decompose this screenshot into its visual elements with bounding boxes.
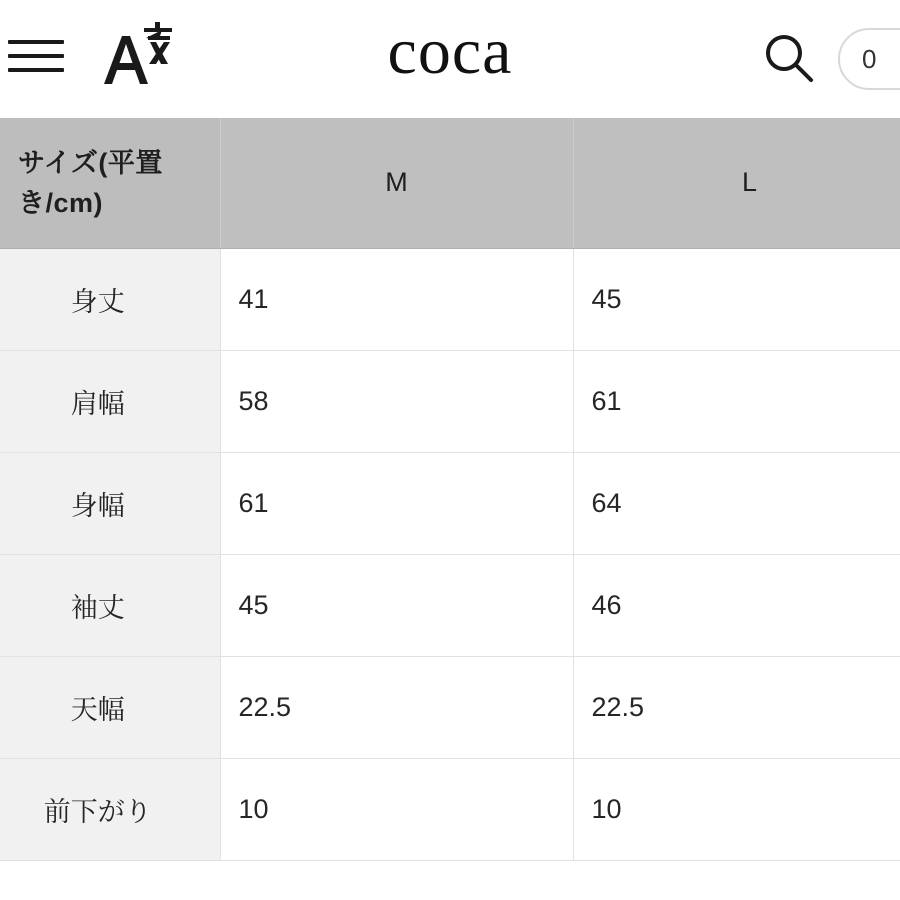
- row-value-m: 41: [220, 248, 573, 350]
- row-label: 袖丈: [0, 554, 220, 656]
- size-table: [0, 118, 900, 861]
- size-table-container: [0, 118, 900, 861]
- row-value-m: 61: [220, 452, 573, 554]
- row-label: 身丈: [0, 248, 220, 350]
- table-row: [0, 656, 900, 758]
- table-row: [0, 452, 900, 554]
- row-value-m: 22.5: [220, 656, 573, 758]
- site-header: [0, 0, 900, 118]
- row-value-l: 46: [573, 554, 900, 656]
- table-row: [0, 248, 900, 350]
- cart-button[interactable]: [838, 28, 900, 90]
- row-label: 肩幅: [0, 350, 220, 452]
- table-corner-header: サイズ(平置き/cm): [0, 118, 220, 248]
- table-header-row: [0, 118, 900, 248]
- column-header-m: M: [220, 118, 573, 248]
- row-label: 天幅: [0, 656, 220, 758]
- search-icon[interactable]: [758, 28, 818, 88]
- brand-logo[interactable]: coca: [387, 15, 513, 88]
- row-value-l: 61: [573, 350, 900, 452]
- row-value-l: 22.5: [573, 656, 900, 758]
- row-label: 前下がり: [0, 758, 220, 860]
- cart-count: 0: [862, 43, 877, 74]
- table-row: [0, 350, 900, 452]
- row-value-m: 10: [220, 758, 573, 860]
- column-header-l: L: [573, 118, 900, 248]
- row-value-l: 64: [573, 452, 900, 554]
- row-value-m: 45: [220, 554, 573, 656]
- row-label: 身幅: [0, 452, 220, 554]
- table-row: [0, 554, 900, 656]
- row-value-l: 10: [573, 758, 900, 860]
- table-row: [0, 758, 900, 860]
- row-value-m: 58: [220, 350, 573, 452]
- row-value-l: 45: [573, 248, 900, 350]
